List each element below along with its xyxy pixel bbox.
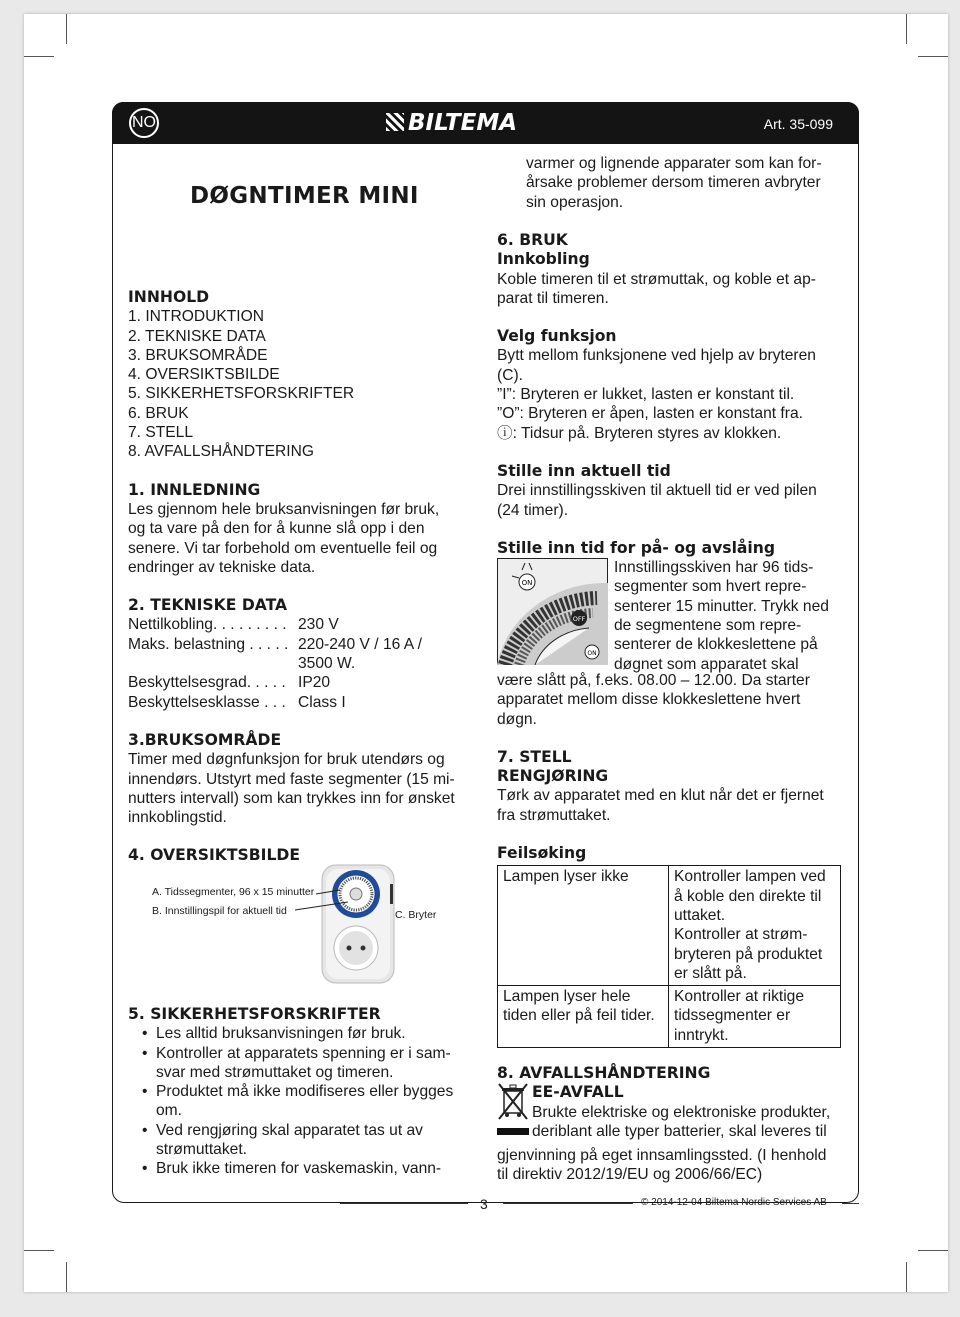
- subheading: Velg funksjon: [497, 327, 617, 346]
- page-number: 3: [480, 1196, 488, 1212]
- brand-logo: [408, 110, 517, 136]
- dial-illustration: [497, 558, 614, 670]
- crop-mark: [906, 14, 907, 44]
- toc-item: 3. BRUKSOMRÅDE: [128, 346, 268, 364]
- safety-list: [128, 1024, 478, 1178]
- paragraph-line: årsake problemer dersom timeren avbryter: [526, 174, 821, 192]
- paragraph-line: være slått på, f.eks. 08.00 – 12.00. Da starter: [497, 671, 810, 689]
- paragraph-line: Brukte elektriske og elektroniske produkter,: [532, 1103, 831, 1121]
- table-cell: Lampen lyser hele tiden eller på feil tider.: [498, 986, 669, 1048]
- paragraph-line: Timer med døgnfunksjon for bruk utendørs og: [128, 751, 445, 769]
- paragraph-line: senterer de klokkeslettene på: [614, 636, 818, 654]
- brand-name: BILTEMA: [408, 110, 518, 136]
- timer-overview-figure: [150, 862, 450, 987]
- table-cell: Kontroller at riktige tidssegmenter er inntrykt.: [669, 986, 841, 1048]
- paragraph-line: nutters intervall) som kan trykkes inn for ønsket: [128, 789, 455, 807]
- paragraph-line: Innstillingsskiven har 96 tids-: [614, 559, 814, 577]
- toc-item: 6. BRUK: [128, 404, 189, 422]
- label-b: B. Innstillingspil for aktuell tid: [152, 905, 287, 917]
- svg-text:OFF: OFF: [572, 615, 586, 624]
- subheading: EE-AVFALL: [532, 1083, 624, 1102]
- section-heading: 5. SIKKERHETSFORSKRIFTER: [128, 1005, 381, 1023]
- toc-item: 5. SIKKERHETSFORSKRIFTER: [128, 385, 355, 403]
- crop-mark: [24, 1250, 54, 1251]
- spec-row: 3500 W.: [298, 655, 356, 673]
- paragraph-line: sin operasjon.: [526, 193, 624, 211]
- table-row: [498, 986, 841, 1048]
- section-heading: 7. STELL: [497, 747, 572, 766]
- section-heading: 3.BRUKSOMRÅDE: [128, 730, 282, 749]
- section-heading: 8. AVFALLSHÅNDTERING: [497, 1063, 711, 1082]
- brand-logo-icon: [386, 113, 404, 131]
- weee-icon-wrap: [497, 1083, 532, 1145]
- toc-heading: INNHOLD: [128, 288, 210, 306]
- paragraph-line: ”O”: Bryteren er åpen, lasten er konstant fra.: [497, 405, 803, 423]
- label-a: A. Tidssegmenter, 96 x 15 minutter: [152, 886, 315, 898]
- dial-description: [614, 558, 829, 674]
- subheading: Innkobling: [497, 250, 590, 269]
- section-heading: 4. OVERSIKTSBILDE: [128, 846, 300, 865]
- paragraph-line: fra strømuttaket.: [497, 806, 611, 824]
- list-item: • Ved rengjøring skal apparatet tas ut av strømuttaket.: [138, 1121, 478, 1160]
- safety-section: [128, 1005, 478, 1179]
- toc-item: 7. STELL: [128, 424, 194, 442]
- table-row: [498, 866, 841, 986]
- paragraph-line: de segmentene som repre-: [614, 617, 802, 635]
- paragraph-line: Les gjennom hele bruksanvisningen før bruk,: [128, 500, 440, 518]
- weee-block: [497, 1083, 852, 1145]
- crop-mark: [918, 56, 948, 57]
- paragraph-line: (24 timer).: [497, 501, 569, 519]
- section-heading: 2. TEKNISKE DATA: [128, 596, 288, 615]
- paragraph-line: innkoblingstid.: [128, 809, 227, 827]
- toc-item: 2. TEKNISKE DATA: [128, 327, 266, 345]
- paragraph-line: ”I”: Bryteren er lukket, lasten er konstant til.: [497, 386, 795, 404]
- toc-item: 8. AVFALLSHÅNDTERING: [128, 443, 315, 461]
- crop-mark: [66, 14, 67, 44]
- article-number: Art. 35-099: [763, 116, 833, 132]
- crop-mark: [906, 1262, 907, 1292]
- paragraph-line: og ta vare på den for å kunne slå opp i den: [128, 520, 425, 538]
- subheading: Stille inn aktuell tid: [497, 461, 671, 480]
- crop-mark: [24, 56, 54, 57]
- table-cell: Kontroller lampen ved å koble den direkte til uttaket. Kontroller at strøm- bryteren på produktet er slått på.: [669, 866, 841, 986]
- paragraph-line: parat til timeren.: [497, 289, 609, 307]
- svg-text:ON: ON: [587, 650, 597, 658]
- weee-text: [532, 1083, 830, 1145]
- toc-item: 1. INTRODUKTION: [128, 308, 265, 326]
- paragraph-line: ⓘ: Tidsur på. Bryteren styres av klokken.: [497, 424, 782, 442]
- paragraph-line: senere. Vi tar forbehold om eventuelle feil og: [128, 539, 438, 557]
- segment-dial-icon: [497, 558, 608, 665]
- list-item: • Produktet må ikke modifiseres eller bygges om.: [138, 1082, 478, 1121]
- paragraph-line: gjenvinning på eget innsamlingssted. (I henhold: [497, 1146, 827, 1164]
- copyright: © 2014-12-04 Biltema Nordic Services AB: [641, 1197, 827, 1208]
- subheading: Stille inn tid for på- og avslåing: [497, 538, 776, 557]
- paragraph-line: apparatet mellom disse klokkeslettene hvert: [497, 691, 801, 709]
- left-column: [128, 288, 478, 866]
- spec-row: Maks. belastning . . . . . 220-240 V / 16 A /: [128, 635, 422, 653]
- paragraph-line: Tørk av apparatet med en klut når det er fjernet: [497, 787, 824, 805]
- paragraph-line: til direktiv 2012/19/EU og 2006/66/EC): [497, 1165, 763, 1183]
- label-c: C. Bryter: [395, 909, 437, 921]
- page-title: DØGNTIMER MINI: [190, 183, 419, 209]
- paragraph-line: døgnet som apparatet skal: [614, 655, 799, 673]
- spec-row: Beskyttelsesklasse . . . Class I: [128, 693, 346, 711]
- table-cell: Lampen lyser ikke: [498, 866, 669, 986]
- subheading: RENGJØRING: [497, 767, 609, 786]
- paragraph-line: senterer 15 minutter. Trykk ned: [614, 597, 829, 615]
- svg-text:ON: ON: [521, 579, 533, 588]
- crop-mark: [66, 1262, 67, 1292]
- footer-rule: [503, 1203, 633, 1204]
- subheading: Feilsøking: [497, 844, 587, 863]
- paragraph-line: Bytt mellom funksjonene ved hjelp av bryteren: [497, 347, 816, 365]
- paragraph-line: deriblant alle typer batterier, skal leveres til: [532, 1122, 827, 1140]
- spec-row: Nettilkobling. . . . . . . . . 230 V: [128, 616, 339, 634]
- paragraph-line: Koble timeren til et strømuttak, og koble et ap-: [497, 270, 816, 288]
- crop-mark: [918, 1250, 948, 1251]
- language-badge: NO: [129, 108, 159, 138]
- dial-block: [497, 558, 852, 674]
- paragraph-line: (C).: [497, 366, 523, 384]
- list-item: • Bruk ikke timeren for vaskemaskin, vann-: [138, 1159, 478, 1178]
- troubleshooting-table: [497, 865, 841, 1048]
- paragraph-line: innendørs. Utstyrt med faste segmenter (15 mi-: [128, 770, 455, 788]
- spec-row: Beskyttelsesgrad. . . . . IP20: [128, 674, 331, 692]
- list-item: • Les alltid bruksanvisningen før bruk.: [138, 1024, 478, 1043]
- right-column: [497, 231, 852, 1184]
- list-item: • Kontroller at apparatets spenning er i sam- svar med strømuttaket og timeren.: [138, 1044, 478, 1083]
- header-bar: [112, 102, 859, 144]
- timer-plug-illustration: [150, 862, 450, 987]
- crossed-bin-icon: [497, 1083, 529, 1140]
- footer-rule: [842, 1203, 859, 1204]
- paragraph-line: segmenter som hvert repre-: [614, 578, 807, 596]
- paragraph-line: endringer av tekniske data.: [128, 558, 316, 576]
- section-heading: 6. BRUK: [497, 231, 568, 249]
- section-heading: 1. INNLEDNING: [128, 480, 261, 499]
- safety-continued: [526, 154, 856, 212]
- toc-item: 4. OVERSIKTSBILDE: [128, 366, 280, 384]
- paragraph-line: varmer og lignende apparater som kan for-: [526, 155, 822, 172]
- paragraph-line: Drei innstillingsskiven til aktuell tid er ved pilen: [497, 482, 817, 500]
- footer-rule: [340, 1203, 468, 1204]
- paragraph-line: døgn.: [497, 710, 537, 728]
